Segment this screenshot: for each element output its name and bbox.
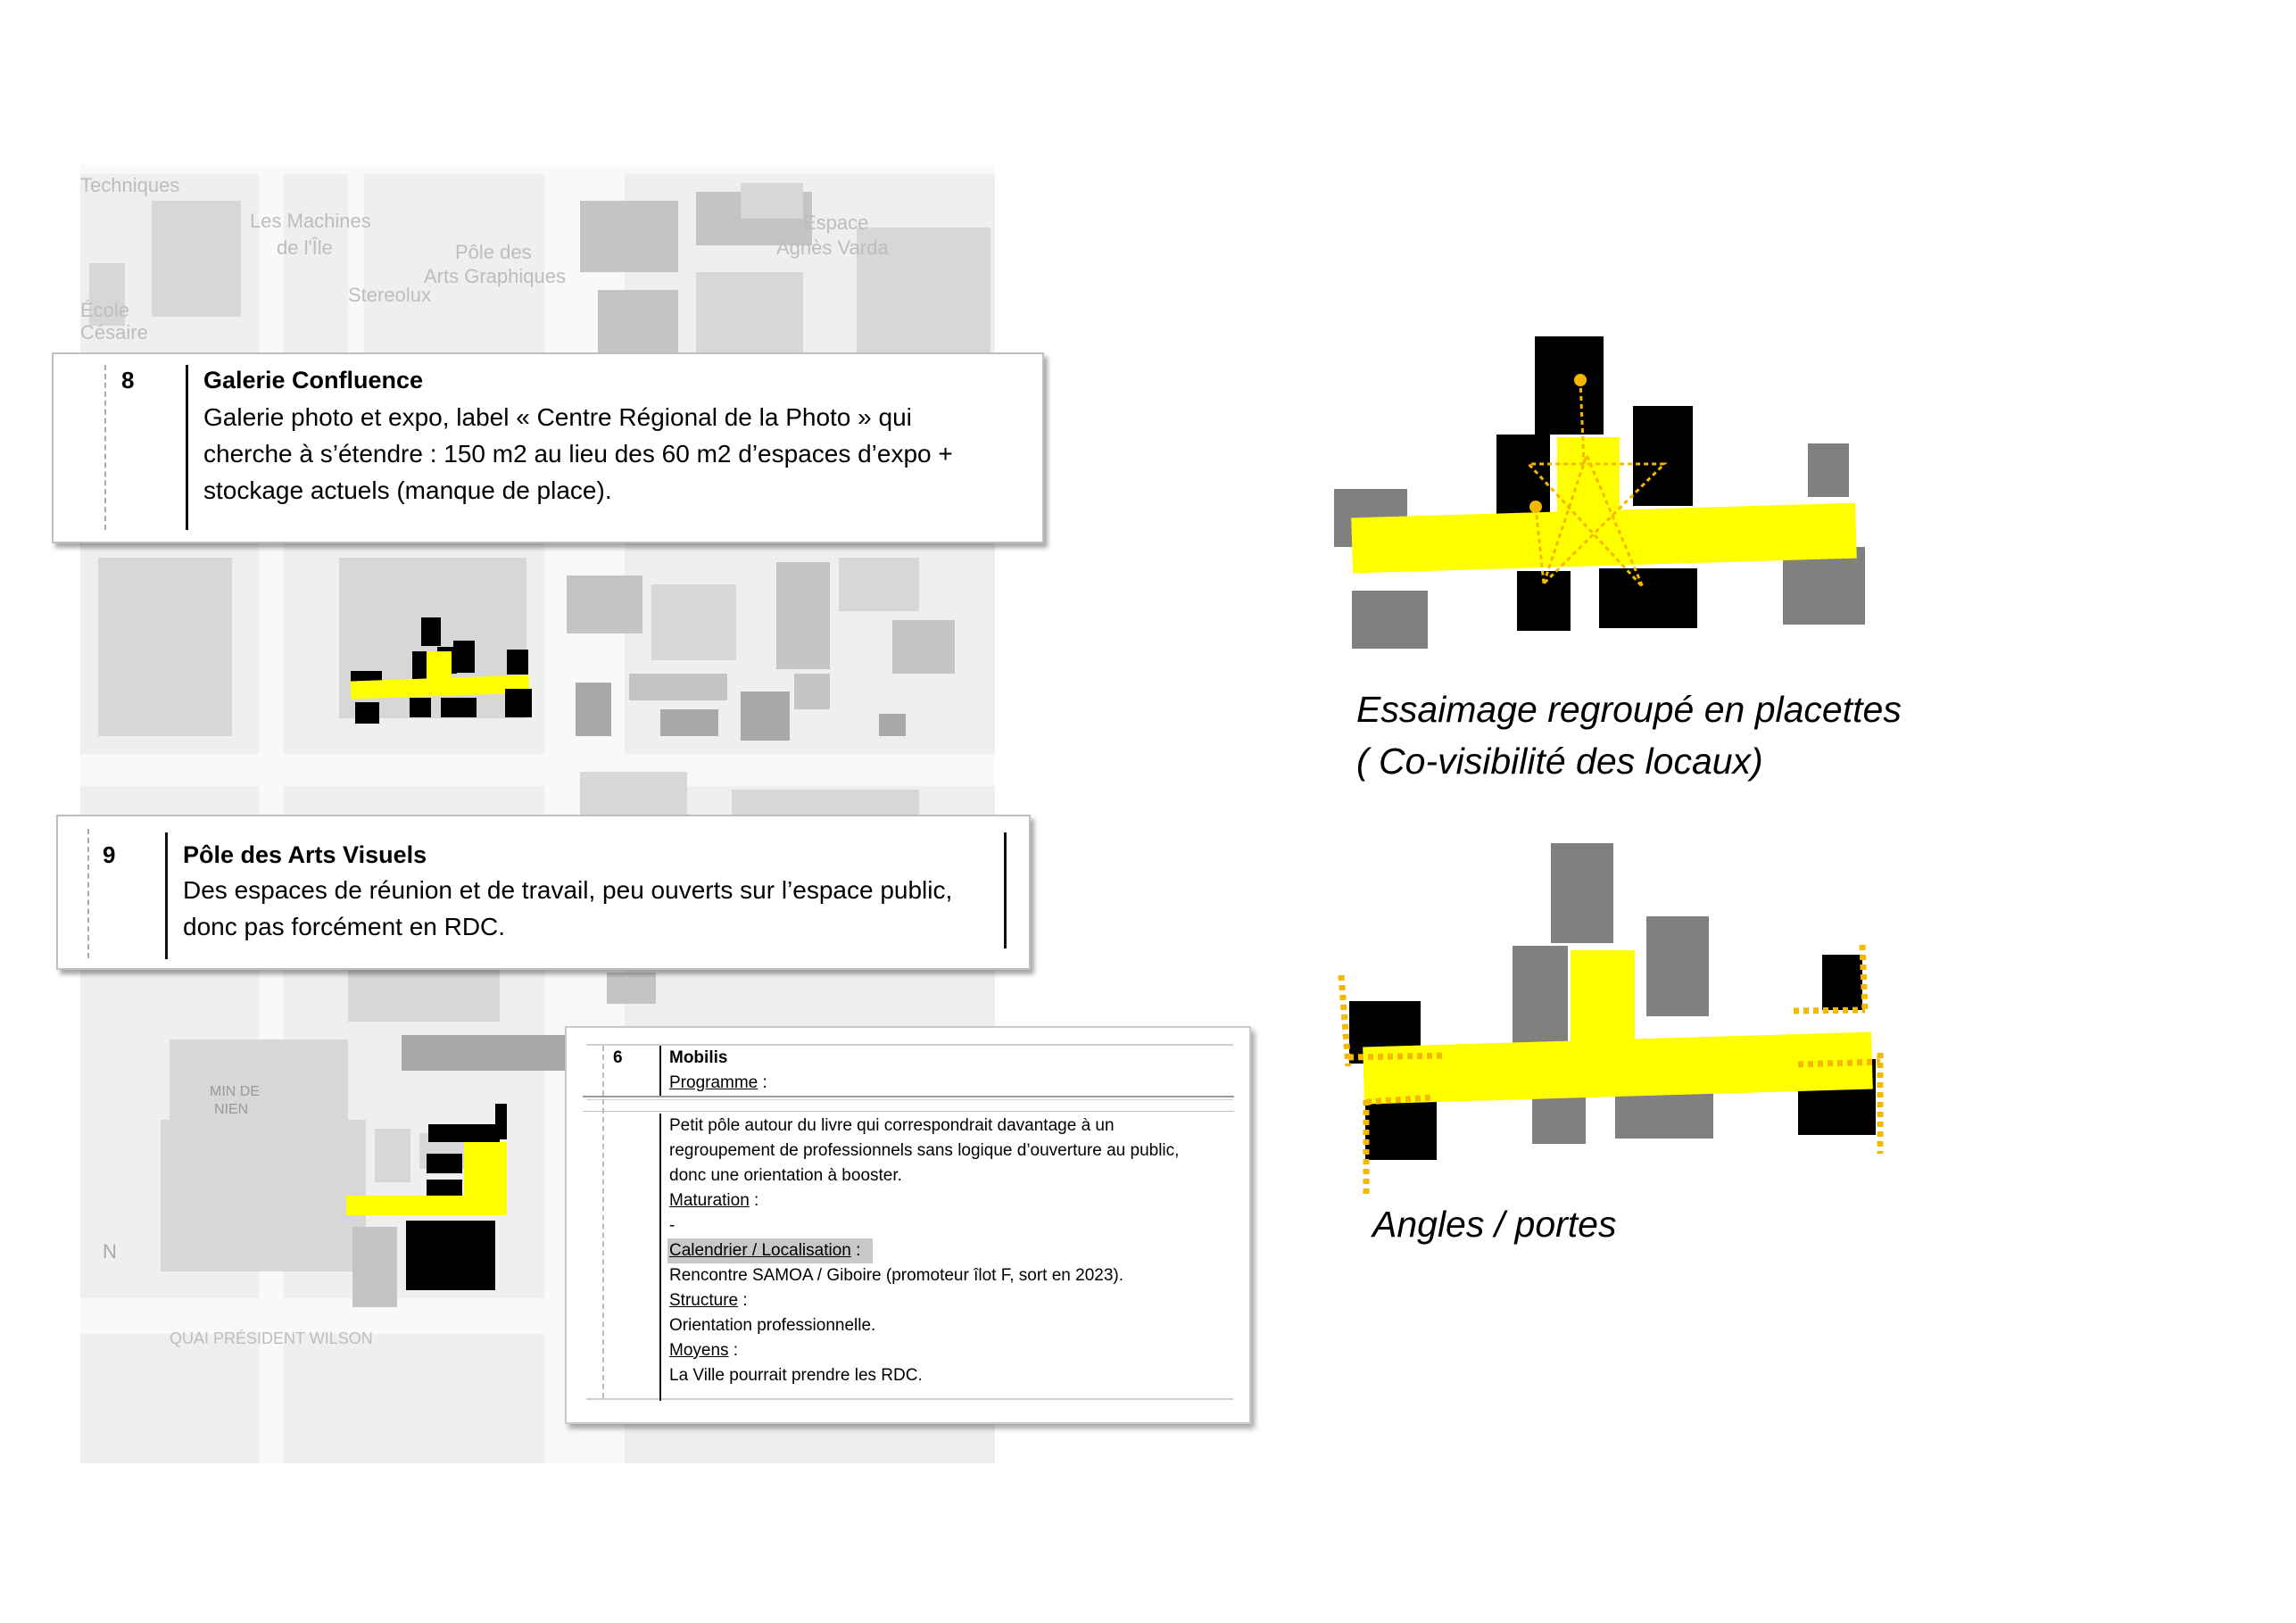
calendrier-value: Rencontre SAMOA / Giboire (promoteur îlot F, sort en 2023).	[669, 1266, 1124, 1285]
map-label: NIEN	[214, 1102, 249, 1117]
north-arrow-icon: N	[103, 1240, 117, 1263]
programme-line: donc une orientation à booster.	[669, 1166, 902, 1185]
card-title: Mobilis	[669, 1048, 728, 1067]
covisibility-star-icon	[1486, 366, 1682, 607]
maturation-label: Maturation	[669, 1191, 750, 1210]
map-label: École	[80, 299, 130, 321]
map-label: Espace	[803, 211, 869, 234]
moyens-value: La Ville pourrait prendre les RDC.	[669, 1366, 923, 1385]
card-title: Pôle des Arts Visuels	[183, 841, 427, 868]
map-label: MIN DE	[210, 1084, 260, 1099]
info-card-8	[52, 352, 1044, 543]
maturation-value: -	[669, 1216, 676, 1235]
programme-line: regroupement de professionnels sans logique d’ouverture au public,	[669, 1141, 1180, 1160]
map-label: Les Machines	[250, 210, 371, 232]
card-text-line: Galerie photo et expo, label « Centre Régional de la Photo » qui	[203, 403, 912, 431]
map-label: Stereolux	[348, 284, 431, 306]
corner-doors-icon	[1334, 932, 1887, 1196]
card-number: 6	[613, 1048, 623, 1067]
map-label: Pôle des	[455, 241, 532, 263]
structure-value: Orientation professionnelle.	[669, 1316, 876, 1335]
moyens-label: Moyens	[669, 1341, 729, 1360]
map-label: Techniques	[80, 174, 180, 196]
programme-label: Programme	[669, 1073, 758, 1092]
card-text-line: donc pas forcément en RDC.	[183, 913, 506, 940]
card-number: 9	[103, 841, 116, 868]
map-label: Arts Graphiques	[424, 265, 566, 287]
diagram-caption: Essaimage regroupé en placettes	[1356, 689, 1902, 730]
info-card-9	[56, 815, 1031, 970]
info-card-6: 6 Mobilis Programme : Petit pôle autour du livre qui correspondrait davantage à un regroupement de professionnels sans logique d’ouverture au public, donc une orientation à booster. Maturation : - Calendrier / Localisation : Rencontre SAMOA / Giboire (promoteur îlot F, sort en 2023). Structure : Orientation professionnelle. Moyens : La Ville pourrait prendre les RDC.	[565, 1026, 1251, 1424]
calendrier-label: Calendrier / Localisation	[669, 1241, 851, 1260]
card-text-line: stockage actuels (manque de place).	[203, 476, 612, 504]
map-label: QUAI PRÉSIDENT WILSON	[170, 1329, 373, 1347]
map-label: Césaire	[80, 321, 148, 344]
diagram-caption: ( Co-visibilité des locaux)	[1356, 741, 1763, 782]
card-text-line: cherche à s’étendre : 150 m2 au lieu des 60 m2 d’espaces d’expo +	[203, 440, 953, 468]
diagram-caption: Angles / portes	[1372, 1204, 1617, 1245]
card-title: Galerie Confluence	[203, 367, 424, 393]
map-label: Agnès Varda	[776, 236, 889, 259]
card-text-line: Des espaces de réunion et de travail, peu ouverts sur l’espace public,	[183, 876, 953, 904]
programme-line: Petit pôle autour du livre qui correspondrait davantage à un	[669, 1116, 1115, 1135]
card-number: 8	[121, 367, 135, 393]
structure-label: Structure	[669, 1291, 739, 1310]
map-label: de l'Île	[277, 236, 333, 259]
